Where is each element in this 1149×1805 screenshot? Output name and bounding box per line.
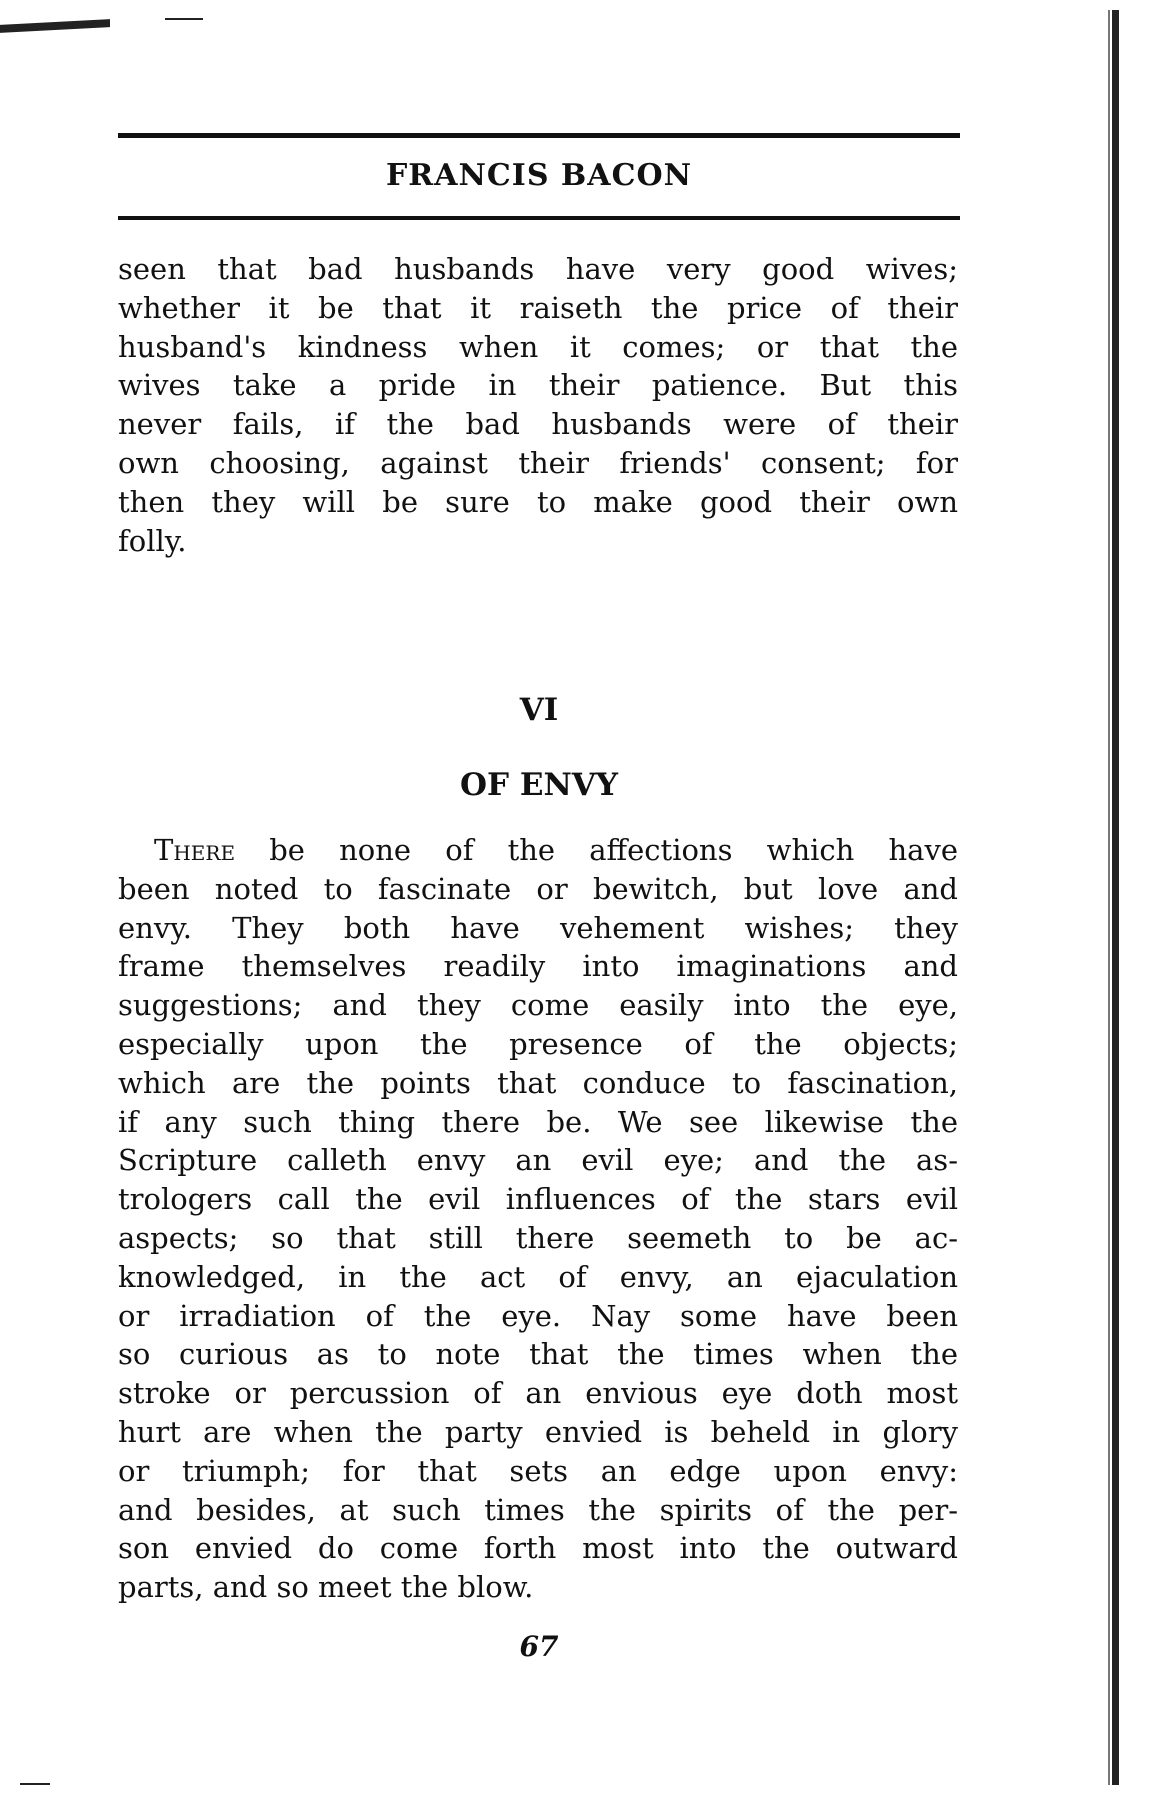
text-line: frame themselves readily into imaginations and bbox=[118, 949, 958, 984]
text-line: hurt are when the party envied is beheld in glory bbox=[118, 1414, 958, 1449]
text-line: husband's kindness when it comes; or that the bbox=[118, 329, 958, 364]
scan-mark bbox=[0, 19, 110, 33]
page-number: 67 bbox=[519, 1630, 559, 1663]
text-line: especially upon the presence of the objects; bbox=[118, 1026, 958, 1061]
text-line: own choosing, against their friends' consent; for bbox=[118, 445, 958, 480]
text-line: Scripture calleth envy an evil eye; and the as- bbox=[118, 1143, 958, 1178]
text-line: or triumph; for that sets an edge upon envy: bbox=[118, 1453, 958, 1488]
text-line: if any such thing there be. We see likewise the bbox=[118, 1104, 958, 1139]
header-bottom-rule bbox=[118, 216, 960, 220]
header-top-rule bbox=[118, 133, 960, 138]
text-line: which are the points that conduce to fascination, bbox=[118, 1065, 958, 1100]
text-line: never fails, if the bad husbands were of their bbox=[118, 407, 958, 442]
text-line: or irradiation of the eye. Nay some have been bbox=[118, 1298, 958, 1333]
scan-mark bbox=[20, 1783, 50, 1785]
text-line: whether it be that it raiseth the price of their bbox=[118, 290, 958, 325]
text-line: then they will be sure to make good their own bbox=[118, 484, 958, 519]
paragraph-first-line bbox=[118, 831, 958, 870]
text-line: envy. They both have vehement wishes; they bbox=[118, 910, 958, 945]
text-line: folly. bbox=[118, 523, 187, 558]
running-head: FRANCIS BACON bbox=[385, 158, 692, 193]
text-line: been noted to fascinate or bewitch, but love and bbox=[118, 871, 958, 906]
text-line: stroke or percussion of an envious eye doth most bbox=[118, 1376, 958, 1411]
chapter-title: OF ENVY bbox=[460, 767, 618, 803]
first-line-text: be none of the affections which have bbox=[269, 833, 959, 867]
text-line: so curious as to note that the times when the bbox=[118, 1337, 958, 1372]
text-line: trologers call the evil influences of the stars evil bbox=[118, 1182, 958, 1217]
chapter-paragraph bbox=[118, 831, 958, 1607]
scan-mark bbox=[165, 18, 203, 20]
text-line: son envied do come forth most into the outward bbox=[118, 1531, 958, 1566]
text-line: parts, and so meet the blow. bbox=[118, 1570, 534, 1605]
continuation-paragraph bbox=[118, 250, 958, 560]
text-line: knowledged, in the act of envy, an ejaculation bbox=[118, 1259, 958, 1294]
text-line: suggestions; and they come easily into the eye, bbox=[118, 988, 958, 1023]
text-line: and besides, at such times the spirits of the per- bbox=[118, 1492, 958, 1527]
page-edge bbox=[1108, 10, 1110, 1785]
chapter-number: VI bbox=[519, 692, 559, 728]
page-edge bbox=[1112, 10, 1119, 1785]
text-line: wives take a pride in their patience. But this bbox=[118, 368, 958, 403]
text-line: aspects; so that still there seemeth to be ac- bbox=[118, 1220, 958, 1255]
text-line: seen that bad husbands have very good wives; bbox=[118, 252, 958, 286]
drop-word: There bbox=[154, 833, 236, 867]
